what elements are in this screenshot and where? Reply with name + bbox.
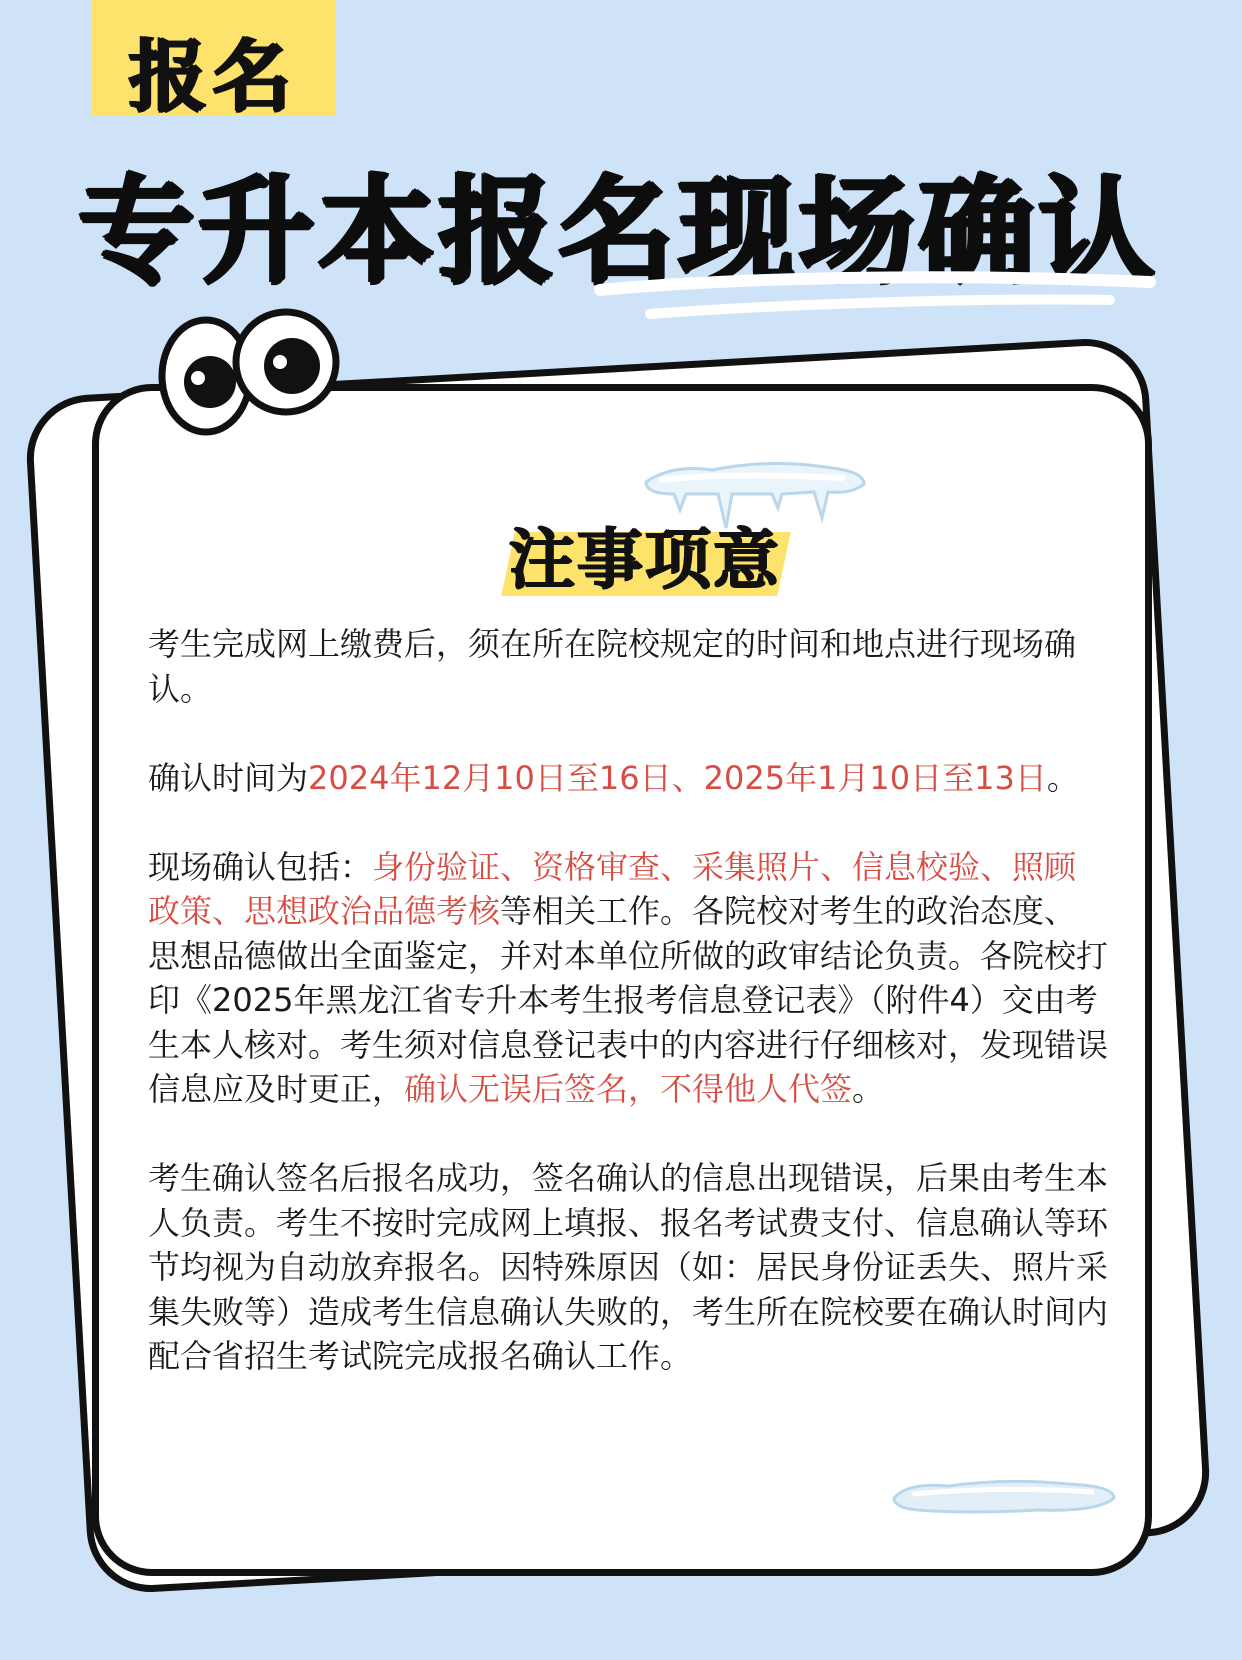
confirm-details-end: 。 — [852, 1070, 885, 1108]
eyes-icon — [156, 304, 346, 440]
notes-content — [148, 622, 1108, 1423]
ice-decoration-bottom-icon — [888, 1476, 1120, 1516]
confirm-details: 等相关工作。各院校对考生的政治态度、思想品德做出全面鉴定，并对本单位所做的政审结论负责。各院校打印《2025年黑龙江省专升本考生报考信息登记表》（附件4）交由考生本人核对。考生须对信息登记表中的内容进行仔细核对，发现错误信息应及时更正， — [148, 892, 1109, 1108]
notes-paragraph-2 — [148, 756, 1108, 801]
page-title: 专升本报名现场确认 — [78, 164, 1158, 299]
notes-paragraph-1: 考生完成网上缴费后，须在所在院校规定的时间和地点进行现场确认。 — [148, 625, 1077, 708]
swoosh-decoration — [590, 268, 1160, 328]
signature-warning: 确认无误后签名，不得他人代签 — [404, 1070, 853, 1108]
confirm-items: 身份验证、资格审查、采集照片、信息校验、照顾政策、思想政治品德考核 — [148, 847, 1077, 930]
confirm-items-label: 现场确认包括： — [148, 847, 373, 886]
notes-title: 注事项意 — [508, 521, 780, 598]
tag-label: 报名 — [128, 32, 297, 122]
confirm-time-end: 。 — [1046, 758, 1079, 797]
confirm-time-label: 确认时间为 — [148, 758, 309, 797]
notes-paragraph-4: 考生确认签名后报名成功，签名确认的信息出现错误，后果由考生本人负责。考生不按时完成网上填报、报名考试费支付、信息确认等环节均视为自动放弃报名。因特殊原因（如：居民身份证丢失、照片采集失败等）造成考生信息确认失败的，考生所在院校要在确认时间内配合省招生考试院完成报名确认工作。 — [148, 1159, 1109, 1375]
confirm-dates: 2024年12月10日至16日、2025年1月10日至13日 — [308, 758, 1047, 797]
notes-paragraph-3 — [148, 845, 1108, 1112]
